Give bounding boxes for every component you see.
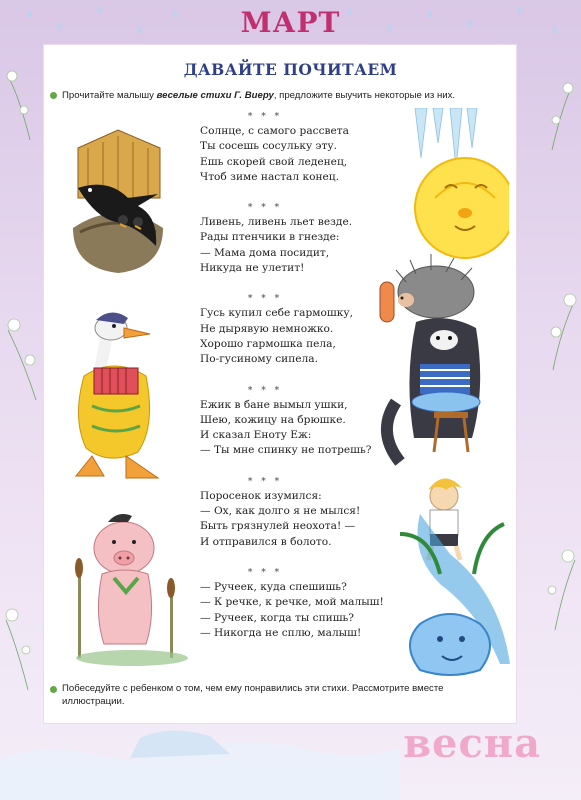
separator-stars: * * *: [247, 476, 283, 487]
poem-line: Ежик в бане вымыл ушки,: [200, 398, 348, 411]
poem-line: Ты сосешь сосульку эту.: [200, 140, 337, 153]
piglet-swamp-illustration: [74, 508, 190, 668]
season-label: весна: [403, 720, 541, 767]
poem-line: — К речке, к речке, мой малыш!: [200, 596, 384, 609]
section-heading: ДАВАЙТЕ ПОЧИТАЕМ: [183, 60, 398, 79]
poem-line: Рады птенчики в гнезде:: [200, 231, 340, 244]
poem-stanza: [200, 489, 400, 550]
poems-column: [200, 110, 400, 641]
separator-stars: * * *: [247, 567, 283, 578]
poem-line: Ешь скорей свой леденец,: [200, 155, 348, 168]
intro-instruction: [62, 89, 512, 102]
poem-line: Хорошо гармошка пела,: [200, 337, 336, 350]
poem-line: Никуда не улетит!: [200, 262, 305, 275]
goose-accordion-illustration: [66, 306, 176, 488]
poem-stanza: [200, 306, 400, 367]
poem-line: — Ох, как долго я не мылся!: [200, 505, 361, 518]
poem-line: Ливень, ливень льет везде.: [200, 216, 353, 229]
poem-line: — Никогда не сплю, малыш!: [200, 626, 362, 639]
poem-line: Быть грязнулей неохота! —: [200, 520, 356, 533]
poem-line: И сказал Еноту Еж:: [200, 429, 312, 442]
poem-stanza: [200, 215, 400, 276]
separator-stars: * * *: [247, 385, 283, 396]
poem-line: Поросенок изумился:: [200, 489, 322, 502]
hedgehog-raccoon-bath-illustration: [376, 252, 486, 466]
intro-text-after: , предложите выучить некоторые из них.: [273, 90, 456, 101]
poem-line: — Мама дома посидит,: [200, 246, 330, 259]
poem-line: Не дырявую немножко.: [200, 322, 334, 335]
poem-line: — Ты мне спинку не потрешь?: [200, 444, 372, 457]
poem-stanza: [200, 580, 400, 641]
separator-stars: * * *: [247, 294, 283, 305]
poem-stanza: [200, 124, 400, 185]
poem-line: — Ручеек, куда спешишь?: [200, 580, 347, 593]
month-title: МАРТ: [240, 6, 341, 39]
intro-emphasis: веселые стихи Г. Виеру: [156, 90, 274, 101]
poem-line: По-гусиному сипела.: [200, 353, 318, 366]
poem-line: Шею, кожицу на брюшке.: [200, 413, 346, 426]
poem-line: Чтоб зиме настал конец.: [200, 170, 339, 183]
poem-line: И отправился в болото.: [200, 535, 332, 548]
separator-stars: * * *: [247, 112, 283, 122]
intro-bullet: [50, 92, 57, 99]
poem-line: Солнце, с самого рассвета: [200, 125, 349, 137]
outro-bullet: [50, 686, 57, 693]
intro-text-before: Прочитайте малышу: [62, 90, 157, 101]
swallows-nest-illustration: [68, 128, 168, 278]
poem-line: Гусь купил себе гармошку,: [200, 307, 353, 320]
poem-stanza: [200, 398, 400, 459]
boy-stream-illustration: [400, 474, 512, 680]
poem-line: — Ручеек, когда ты спишь?: [200, 611, 354, 624]
outro-instruction: Побеседуйте с ребенком о том, чем ему понравились эти стихи. Рассмотрите вместе иллюстрации.: [62, 683, 444, 707]
sun-icicle-illustration: [405, 108, 509, 266]
separator-stars: * * *: [247, 203, 283, 214]
